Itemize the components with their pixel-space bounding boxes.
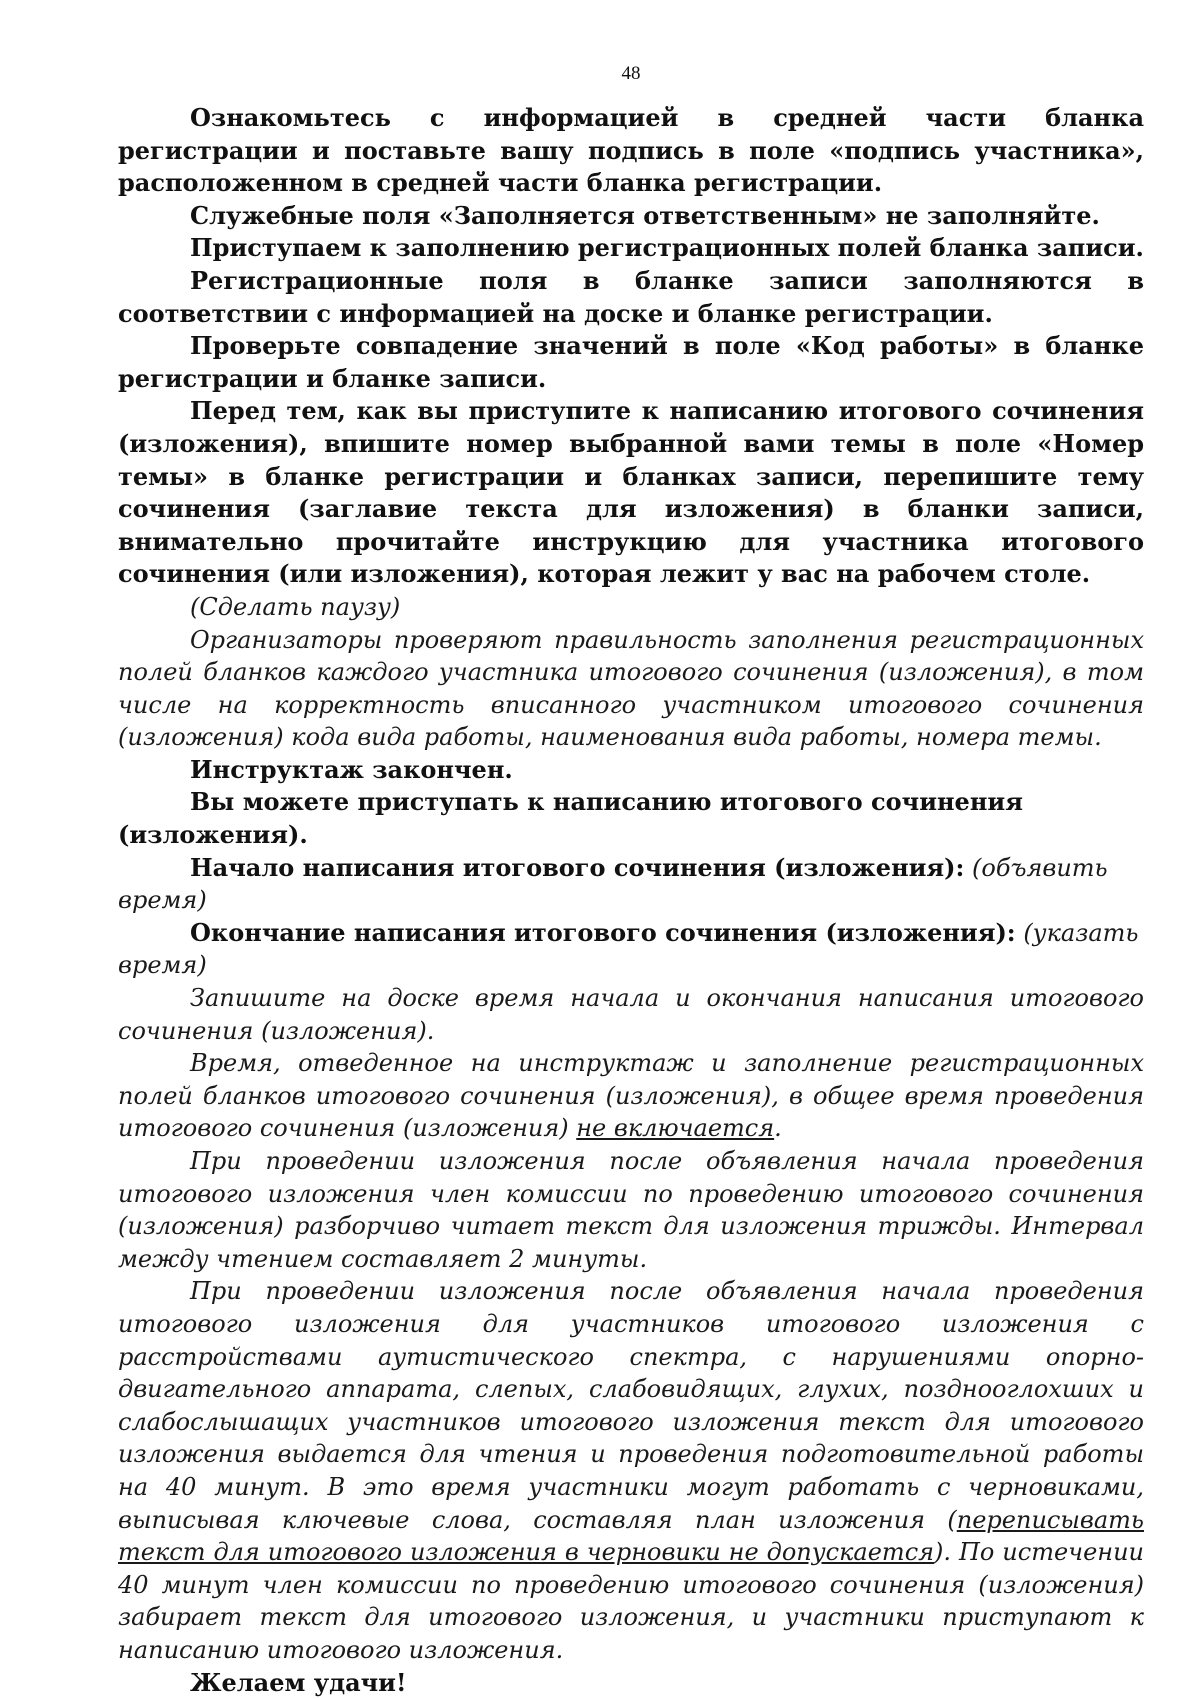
paragraph-special-needs	[118, 1275, 1144, 1666]
paragraph-check-code: Проверьте совпадение значений в поле «Код работы» в бланке регистрации и бланке записи.	[118, 330, 1144, 395]
paragraph-start-time	[118, 852, 1144, 917]
paragraph-time-not-included	[118, 1047, 1144, 1145]
paragraph-start-filling: Приступаем к заполнению регистрационных полей бланка записи.	[118, 232, 1144, 265]
no-copy-underlined: переписывать текст для итогового изложения в черновики не допускается	[118, 1506, 1144, 1567]
time-text-end: .	[774, 1114, 782, 1142]
start-time-note: (объявить время)	[118, 854, 1108, 915]
end-time-note: (указать время)	[118, 919, 1138, 980]
paragraph-organizers-check: Организаторы проверяют правильность заполнения регистрационных полей бланков каждого участника итогового сочинения (изложения), в том числе на корректность вписанного участником итогового сочинения (изложения) кода вида работы, наименования вида работы, номера темы.	[118, 624, 1144, 754]
page-number: 48	[118, 62, 1144, 86]
paragraph-before-writing: Перед тем, как вы приступите к написанию итогового сочинения (изложения), впишите номер выбранной вами темы в поле «Номер темы» в бланке регистрации и бланках записи, перепишите тему сочинения (заглавие текста для изложения) в бланки записи, внимательно прочитайте инструкцию для участника итогового сочинения (или изложения), которая лежит у вас на рабочем столе.	[118, 395, 1144, 591]
end-time-label: Окончание написания итогового сочинения (изложения):	[190, 918, 1016, 947]
special-needs-text: При проведении изложения после объявления начала проведения итогового изложения для участников итогового изложения с расстройствами аутистического спектра, с нарушениями опорно-двигательного аппарата, слепых, слабовидящих, глухих, позднооглохших и слабослышащих участников итогового изложения текст для итогового изложения выдается для чтения и проведения подготовительной работы на 40 минут. В это время участники могут работать с черновиками, выписывая ключевые слова, составляя план изложения (	[118, 1277, 1144, 1533]
time-text: Время, отведенное на инструктаж и заполнение регистрационных полей бланков итогового сочинения (изложения), в общее время проведения итогового сочинения (изложения)	[118, 1049, 1144, 1142]
paragraph-end-time	[118, 917, 1144, 982]
paragraph-may-start: Вы можете приступать к написанию итогового сочинения (изложения).	[118, 786, 1144, 851]
paragraph-write-on-board: Запишите на доске время начала и окончания написания итогового сочинения (изложения).	[118, 982, 1144, 1047]
paragraph-signature: Ознакомьтесь с информацией в средней части бланка регистрации и поставьте вашу подпись в поле «подпись участника», расположенном в средней части бланка регистрации.	[118, 102, 1144, 200]
paragraph-good-luck: Желаем удачи!	[118, 1667, 1144, 1699]
not-included-underlined: не включается	[576, 1114, 774, 1142]
special-needs-text-end: ). По истечении 40 минут член комиссии по проведению итогового сочинения (изложения) забирает текст для итогового изложения, и участники приступают к написанию итогового изложения.	[118, 1538, 1144, 1664]
paragraph-briefing-done: Инструктаж закончен.	[118, 754, 1144, 787]
paragraph-pause: (Сделать паузу)	[118, 591, 1144, 624]
paragraph-reading-thrice: При проведении изложения после объявления начала проведения итогового изложения член комиссии по проведению итогового сочинения (изложения) разборчиво читает текст для изложения трижды. Интервал между чтением составляет 2 минуты.	[118, 1145, 1144, 1275]
paragraph-service-fields: Служебные поля «Заполняется ответственным» не заполняйте.	[118, 200, 1144, 233]
paragraph-registration-fields: Регистрационные поля в бланке записи заполняются в соответствии с информацией на доске и бланке регистрации.	[118, 265, 1144, 330]
start-time-label: Начало написания итогового сочинения (изложения):	[190, 853, 964, 882]
